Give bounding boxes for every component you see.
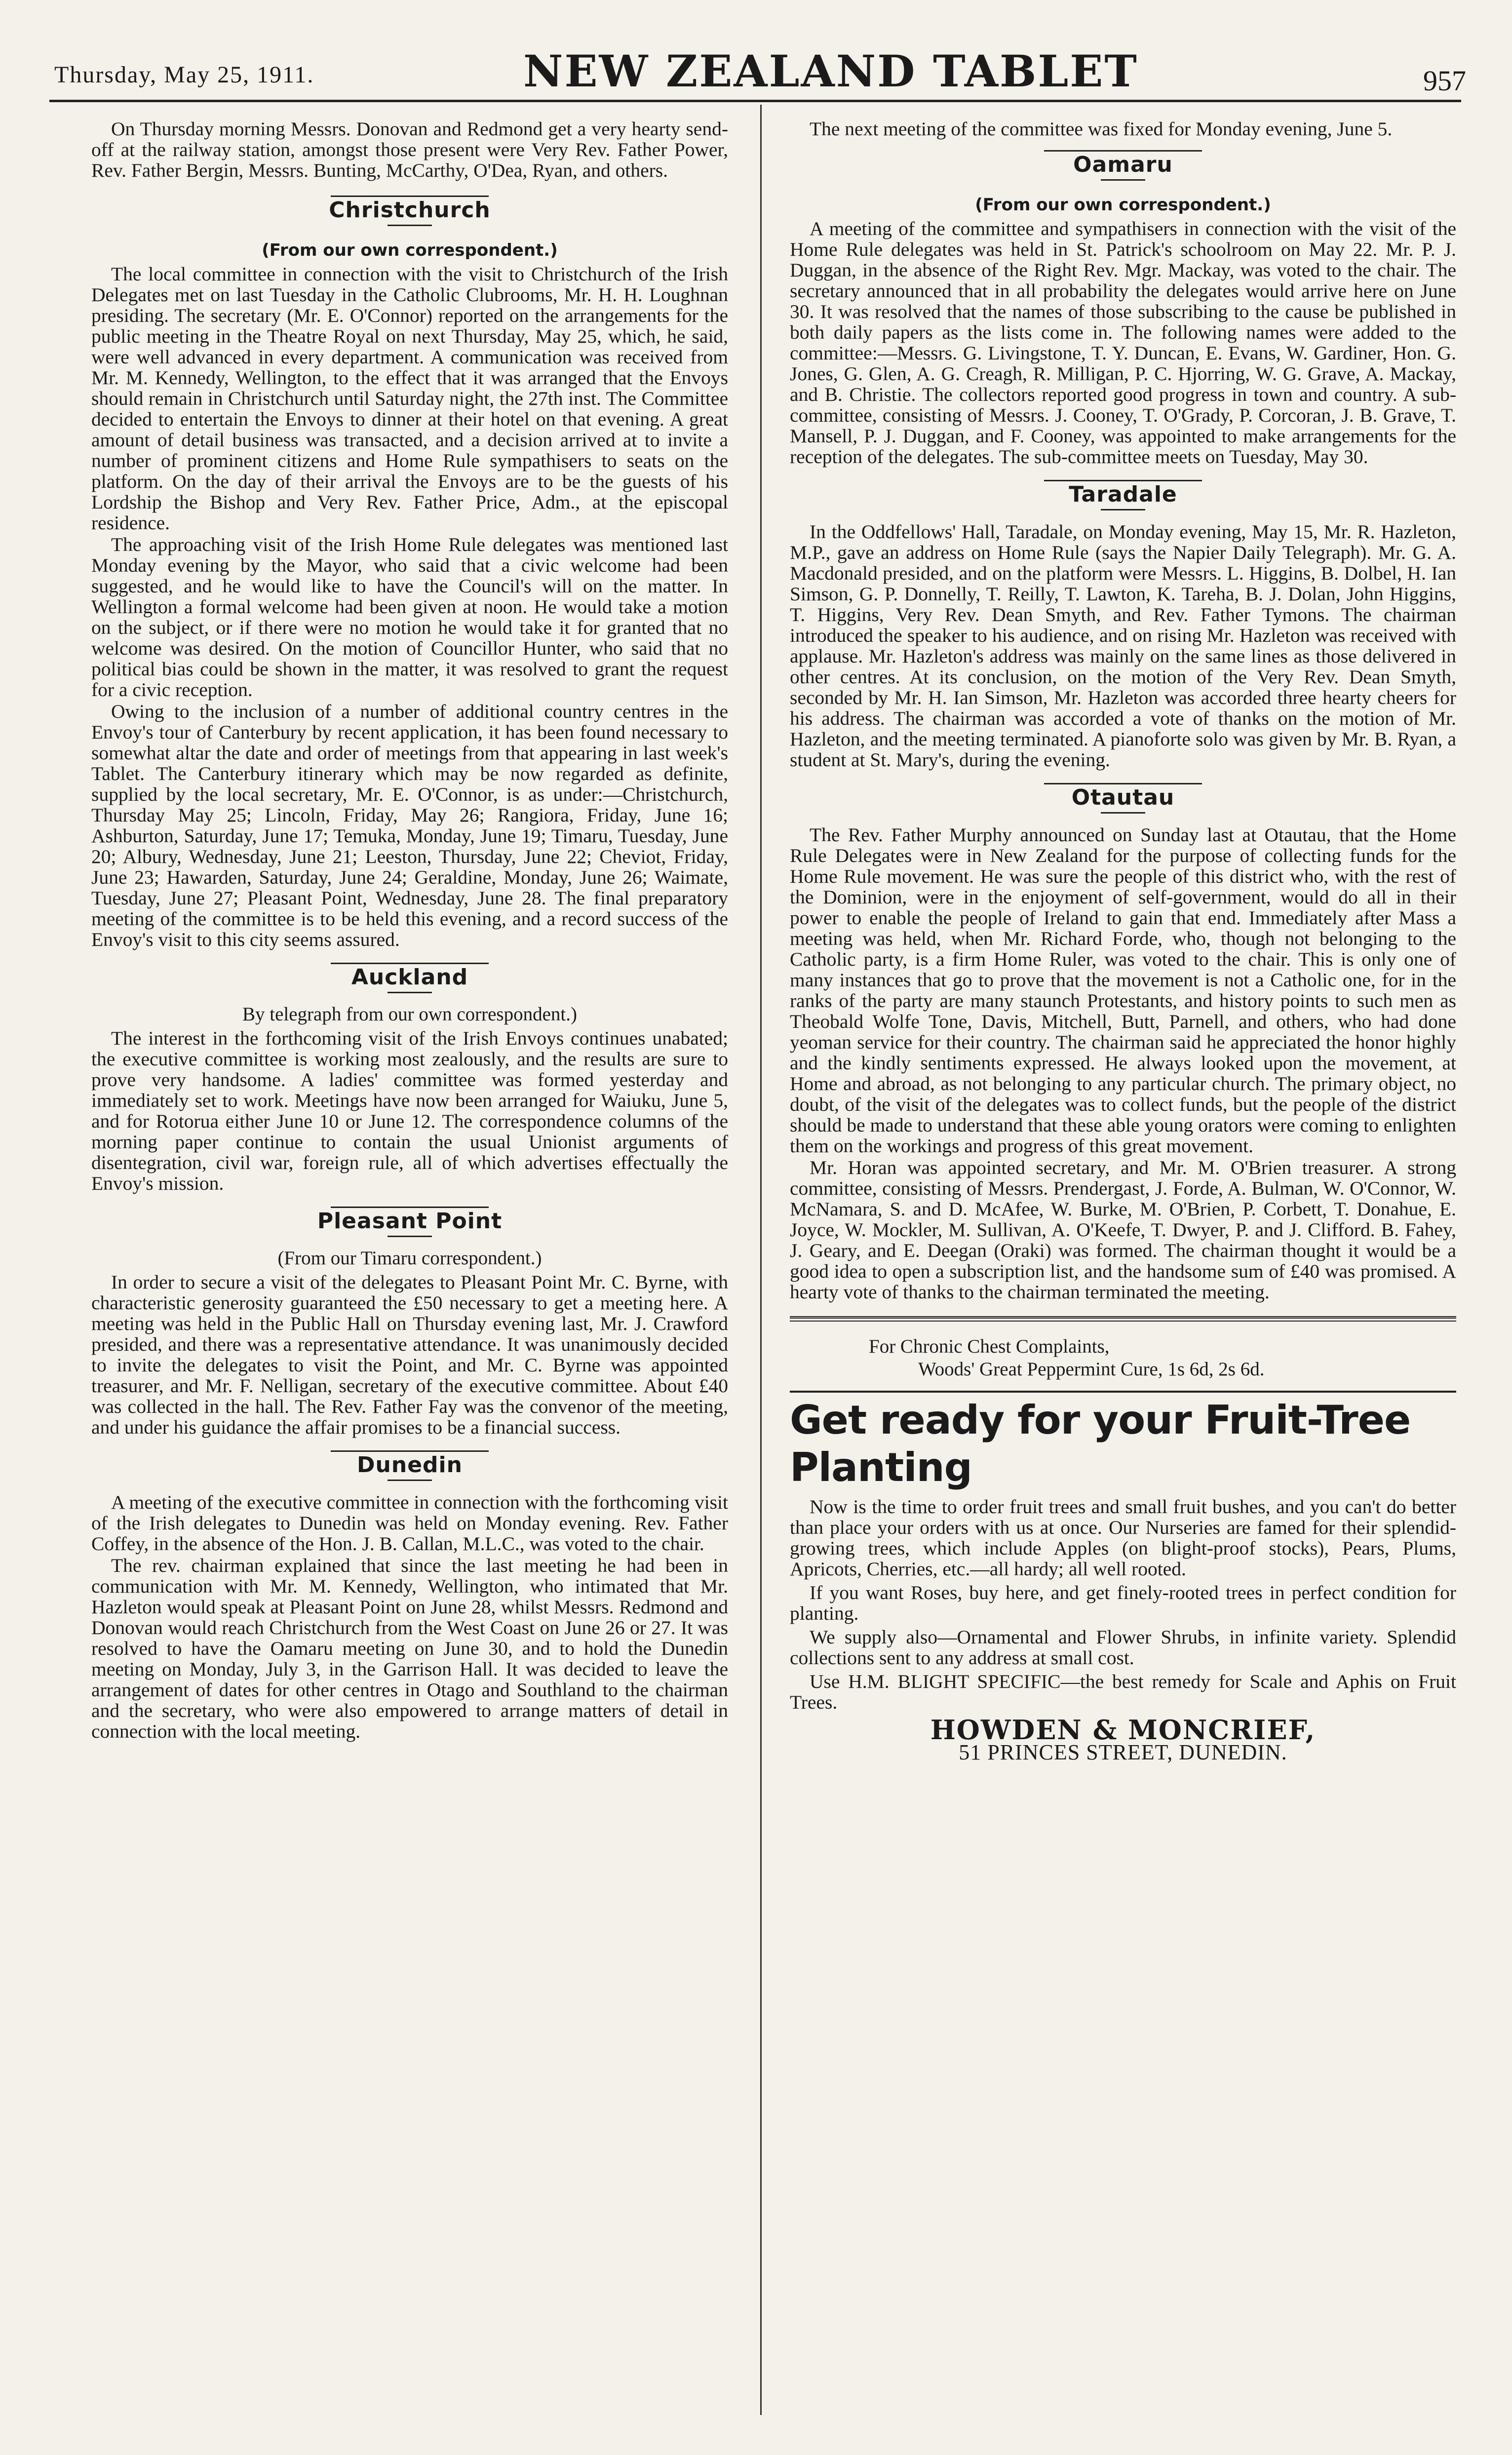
advert-address: 51 PRINCES STREET, DUNEDIN. (959, 1740, 1287, 1764)
paragraph: The interest in the forthcoming visit of the Irish Envoys continues unabated; the executive committee is working most zealously, and the results are sure to prove very handsome. A ladies' committee was formed yesterday and immediately set to work. Meetings have now been arranged for Waiuku, June 5, and for Rotorua either June 10 or June 12. The correspondence columns of the morning paper continue to contain the usual Unionist arguments of disentegration, civil war, foreign rule, all of which advertises effectually the Envoy's mission. (91, 1027, 728, 1194)
section-dash (388, 225, 432, 226)
paragraph: A meeting of the committee and sympathisers in connection with the visit of the Home Rule delegates was held in St. Patrick's schoolroom on May 22. Mr. P. J. Duggan, in the absence of the Right Rev. Mgr. Mackay, was voted to the chair. The secretary announced that in all probability the delegates would arrive here on June 30. It was resolved that the names of those subscribing to the cause be published in both daily papers as the lists come in. The following names were added to the committee:—Messrs. G. Livingstone, T. Y. Duncan, E. Evans, W. Gardiner, Hon. G. Jones, G. Glen, A. G. Creagh, R. Milligan, P. C. Hjorring, W. G. Grave, A. Mackay, and B. Christie. The collectors reported good progress in town and country. A sub-committee, consisting of Messrs. J. Cooney, T. O'Grady, P. Corcoran, J. B. Grave, T. Mansell, P. J. Duggan, and F. Cooney, was appointed to make arrangements for the reception of the delegates. The sub-committee meets on Tuesday, May 30. (790, 218, 1456, 468)
left-column (91, 118, 728, 1743)
right-column (790, 118, 1456, 1763)
paragraph: A meeting of the executive committee in connection with the forthcoming visit of the Irish delegates to Dunedin was held on Monday evening. Rev. Father Coffey, in the absence of the Hon. J. B. Callan, M.L.C., was voted to the chair. (91, 1491, 728, 1555)
section-dash (388, 992, 432, 993)
advert-body (790, 1496, 1456, 1713)
section-dash (388, 1236, 432, 1237)
paragraph: The rev. chairman explained that since the last meeting he had been in communication with Mr. M. Kennedy, Wellington, who intimated that Mr. Hazleton would speak at Pleasant Point on June 28, whilst Messrs. Redmond and Donovan would reach Christchurch from the West Coast on June 26 or 27. It was resolved to have the Oamaru meeting on June 30, and to hold the Dunedin meeting on Monday, July 3, in the Garrison Hall. It was decided to leave the arrangement of dates for other centres in Otago and Southland to the chairman and the secretary, who were also empowered to arrange matters of detail in connection with the local meeting. (91, 1555, 728, 1742)
section-dash (1101, 179, 1145, 181)
section-rule (331, 1450, 489, 1452)
section-rule (331, 963, 489, 964)
section-title-auckland: Auckland (351, 965, 468, 990)
header-rule (49, 100, 1461, 102)
byline-oamaru: (From our own correspondent.) (975, 195, 1271, 215)
paragraph: The next meeting of the committee was fixed for Monday evening, June 5. (810, 118, 1393, 140)
issue-date: Thursday, May 25, 1911. (54, 62, 314, 88)
paragraph: In the Oddfellows' Hall, Taradale, on Monday evening, May 15, Mr. R. Hazleton, M.P., gave an address on Home Rule (says the Napier Daily Telegraph). Mr. G. A. Macdonald presided, and on the platform were Messrs. L. Higgins, B. Dolbel, H. Ian Simson, G. P. Donnelly, T. Reilly, T. Lawton, K. Tareha, B. J. Dolan, John Higgins, T. Higgins, Very Rev. Dean Smyth, and Rev. Father Tymons. The chairman introduced the speaker to his audience, and on rising Mr. Hazleton was received with applause. Mr. Hazleton's address was mainly on the same lines as those delivered in other centres. At its conclusion, on the motion of the Very Rev. Dean Smyth, seconded by Mr. H. Ian Simson, Mr. Hazleton was accorded three hearty cheers for his address. The chairman was accorded a vote of thanks on the motion of Mr. Hazleton, and the meeting terminated. A pianoforte solo was given by Mr. B. Ryan, a student at St. Mary's, during the evening. (790, 521, 1456, 771)
section-rule (1044, 783, 1202, 784)
paragraph: The approaching visit of the Irish Home Rule delegates was mentioned last Monday evening by the Mayor, who said that a civic welcome had been suggested, and he would like to have the Council's will on the matter. In Wellington a formal welcome had been given at noon. He would take a motion on the subject, or if there were no motion he would take it for granted that no welcome was desired. On the motion of Councillor Hunter, who said that no political bias could be shown in the matter, it was resolved to grant the request for a civic reception. (91, 534, 728, 701)
section-title-otautau: Otautau (1071, 785, 1175, 810)
section-rule (331, 1207, 489, 1208)
paragraph: The Rev. Father Murphy announced on Sunday last at Otautau, that the Home Rule Delegates were in New Zealand for the purpose of collecting funds for the Home Rule movement. He was sure the people of this district who, with the rest of the Dominion, were in the enjoyment of self-government, would do all in their power to enable the people of Ireland to gain that end. Immediately after Mass a meeting was held, when Mr. Richard Forde, who, though not belonging to the Catholic party, is a firm Home Ruler, was voted to the chair. This is only one of many instances that go to prove that the movement is not a Catholic one, for in the ranks of the party are many staunch Protestants, and history points to such men as Theobald Wolfe Tone, Davis, Mitchell, Butt, Parnell, and others, who had done yeoman service for their country. The chairman said he appreciated the honor highly and the kindly sentiments expressed. He always looked upon the movement, at Home and abroad, as not belonging to any particular church. The primary object, no doubt, of the visit of the delegates was to collect funds, but the people of the district should be made to understand that these able young orators were coming to enlighten them on the workings and progress of this great movement. (790, 824, 1456, 1157)
advert-chest-line1: For Chronic Chest Complaints, (869, 1336, 1110, 1357)
section-title-christchurch: Christchurch (329, 197, 491, 223)
masthead-title: NEW ZEALAND TABLET (523, 45, 1138, 97)
advert-firm-name: HOWDEN & MONCRIEF, (930, 1714, 1316, 1746)
advert-rule (790, 1391, 1456, 1393)
section-dash (1101, 812, 1145, 814)
advert-paragraph: Now is the time to order fruit trees and small fruit bushes, and you can't do better than place your orders with us at once. Our Nurseries are famed for their splendid-growing trees, which include Apples (on blight-proof stocks), Pears, Plums, Apricots, Cherries, etc.—all hardy; all well rooted. (790, 1496, 1456, 1580)
advert-paragraph: Use H.M. BLIGHT SPECIFIC—the best remedy for Scale and Aphis on Fruit Trees. (790, 1671, 1456, 1713)
byline-pleasant-point: (From our Timaru correspondent.) (277, 1247, 542, 1269)
section-title-taradale: Taradale (1069, 482, 1177, 507)
paragraph: In order to secure a visit of the delegates to Pleasant Point Mr. C. Byrne, with characteristic generosity guaranteed the £50 necessary to get a meeting here. A meeting was held in the Public Hall on Thursday evening last, Mr. J. Crawford presided, and there was a representative attendance. It was unanimously decided to invite the delegates to visit the Point, and Mr. C. Byrne was appointed treasurer, and Mr. F. Nelligan, secretary of the executive committee. About £40 was collected in the hall. The Rev. Father Fay was the convenor of the meeting, and under his guidance the affair promises to be a financial success. (91, 1271, 728, 1438)
column-divider (760, 105, 762, 2415)
advert-rule (790, 1316, 1456, 1322)
section-dash (1101, 509, 1145, 510)
page-number: 957 (1423, 65, 1466, 97)
paragraph: The local committee in connection with the visit to Christchurch of the Irish Delegates met on last Tuesday in the Catholic Clubrooms, Mr. H. H. Loughnan presiding. The secretary (Mr. E. O'Connor) reported on the arrangements for the public meeting in the Theatre Royal on next Thursday, May 25, which, he said, were well advanced in every department. A communication was received from Mr. M. Kennedy, Wellington, to the effect that it was arranged that the Envoys should remain in Christchurch until Saturday night, the 27th inst. The Committee decided to entertain the Envoys to dinner at their hotel on that evening. A great amount of detail business was transacted, and a decision arrived at to invite a number of prominent citizens and Home Rule sympathisers to seats on the platform. On the day of their arrival the Envoys are to be the guests of his Lordship the Bishop and Very Rev. Father Price, Adm., at the episcopal residence. (91, 263, 728, 534)
advert-headline: Get ready for your Fruit-Tree Planting (790, 1397, 1411, 1490)
section-title-oamaru: Oamaru (1073, 152, 1173, 177)
advert-chest-line2: Woods' Great Peppermint Cure, 1s 6d, 2s 6d. (918, 1359, 1265, 1380)
section-dash (388, 1480, 432, 1481)
intro-paragraph: On Thursday morning Messrs. Donovan and Redmond get a very hearty send-off at the railway station, amongst those present were Very Rev. Father Power, Rev. Father Bergin, Messrs. Bunting, McCarthy, O'Dea, Ryan, and others. (91, 118, 728, 181)
paragraph: Mr. Horan was appointed secretary, and Mr. M. O'Brien treasurer. A strong committee, consisting of Messrs. Prendergast, J. Forde, A. Bulman, W. O'Connor, W. McNamara, S. and D. McAfee, W. Burke, M. O'Brien, P. Corbett, T. Donahue, E. Joyce, W. Mockler, M. Sullivan, A. O'Keefe, T. Dwyer, P. and J. Clifford. B. Fahey, J. Geary, and E. Deegan (Oraki) was formed. The chairman thought it would be a good idea to open a subscription list, and the handsome sum of £40 was promised. A hearty vote of thanks to the chairman terminated the meeting. (790, 1157, 1456, 1303)
section-rule (331, 195, 489, 197)
section-title-pleasant-point: Pleasant Point (317, 1208, 503, 1234)
paragraph: Owing to the inclusion of a number of additional country centres in the Envoy's tour of Canterbury by recent application, it has been found necessary to somewhat altar the date and order of meetings from that appearing in last week's Tablet. The Canterbury itinerary which may be now regarded as definite, supplied by the local secretary, Mr. E. O'Connor, is as under:—Christchurch, Thursday May 25; Lincoln, Friday, May 26; Rangiora, Friday, June 16; Ashburton, Saturday, June 17; Temuka, Monday, June 19; Timaru, Tuesday, June 20; Albury, Wednesday, June 21; Leeston, Thursday, June 22; Cheviot, Friday, June 23; Hawarden, Saturday, June 24; Geraldine, Monday, June 26; Waimate, Tuesday, June 27; Pleasant Point, Wednesday, June 28. The final preparatory meeting of the committee is to be held this evening, and a record success of the Envoy's visit to this city seems assured. (91, 701, 728, 950)
byline-auckland: By telegraph from our own correspondent.) (242, 1004, 577, 1025)
section-title-dunedin: Dunedin (357, 1452, 463, 1478)
section-rule (1044, 480, 1202, 481)
byline-christchurch: (From our own correspondent.) (262, 240, 558, 260)
advert-paragraph: We supply also—Ornamental and Flower Shrubs, in infinite variety. Splendid collections sent to any address at small cost. (790, 1626, 1456, 1669)
section-rule (1044, 150, 1202, 152)
page-header (54, 45, 1466, 99)
advert-paragraph: If you want Roses, buy here, and get finely-rooted trees in perfect condition for planting. (790, 1582, 1456, 1624)
